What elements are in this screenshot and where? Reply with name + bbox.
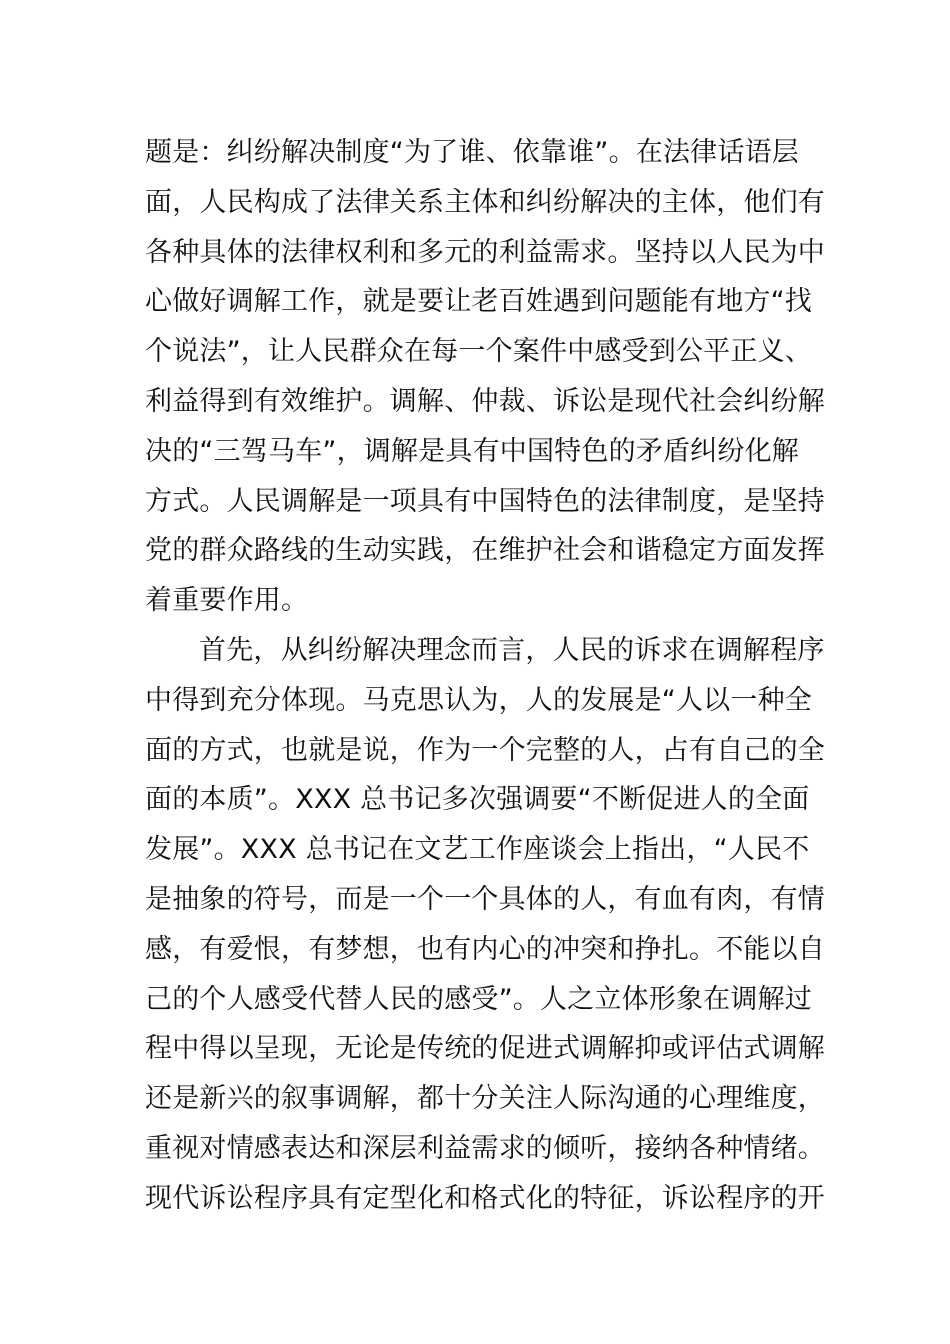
text-line: 中得到充分体现。马克思认为，人的发展是“人以一种全 xyxy=(145,684,812,716)
text-line: 各种具体的法律权利和多元的利益需求。坚持以人民为中 xyxy=(145,236,825,268)
text-line: 利益得到有效维护。调解、仲裁、诉讼是现代社会纠纷解 xyxy=(145,385,825,417)
text-line: 面，人民构成了法律关系主体和纠纷解决的主体，他们有 xyxy=(145,186,825,218)
text-line: 面的方式，也就是说，作为一个完整的人，占有自己的全 xyxy=(145,734,825,766)
text-line: 还是新兴的叙事调解，都十分关注人际沟通的心理维度， xyxy=(145,1083,825,1115)
text-line: 决的“三驾马车”，调解是具有中国特色的矛盾纠纷化解 xyxy=(145,435,799,467)
text-line: 感，有爱恨，有梦想，也有内心的冲突和挣扎。不能以自 xyxy=(145,933,825,965)
text-line: 题是：纠纷解决制度“为了谁、依靠谁”。在法律话语层 xyxy=(145,137,799,168)
text-line: 是抽象的符号，而是一个一个具体的人，有血有肉，有情 xyxy=(145,883,825,915)
body-text xyxy=(145,128,825,1224)
text-line: 发展”。XXX 总书记在文艺工作座谈会上指出，“人民不 xyxy=(145,834,810,866)
text-line: 程中得以呈现，无论是传统的促进式调解抑或评估式调解 xyxy=(145,1033,825,1065)
text-line: 方式。人民调解是一项具有中国特色的法律制度，是坚持 xyxy=(145,485,825,517)
text-line: 着重要作用。 xyxy=(145,585,309,617)
text-line: 现代诉讼程序具有定型化和格式化的特征，诉讼程序的开 xyxy=(145,1182,825,1214)
text-line: 己的个人感受代替人民的感受”。人之立体形象在调解过 xyxy=(145,983,812,1015)
text-line: 面的本质”。XXX 总书记多次强调要“不断促进人的全面 xyxy=(145,784,810,816)
text-line: 党的群众路线的生动实践，在维护社会和谐稳定方面发挥 xyxy=(145,535,825,567)
text-line: 重视对情感表达和深层利益需求的倾听，接纳各种情绪。 xyxy=(145,1132,825,1164)
text-line: 心做好调解工作，就是要让老百姓遇到问题能有地方“找 xyxy=(145,286,812,318)
text-line: 个说法”，让人民群众在每一个案件中感受到公平正义、 xyxy=(145,336,812,368)
paragraph-first-line: 首先，从纠纷解决理念而言，人民的诉求在调解程序 xyxy=(199,634,825,666)
